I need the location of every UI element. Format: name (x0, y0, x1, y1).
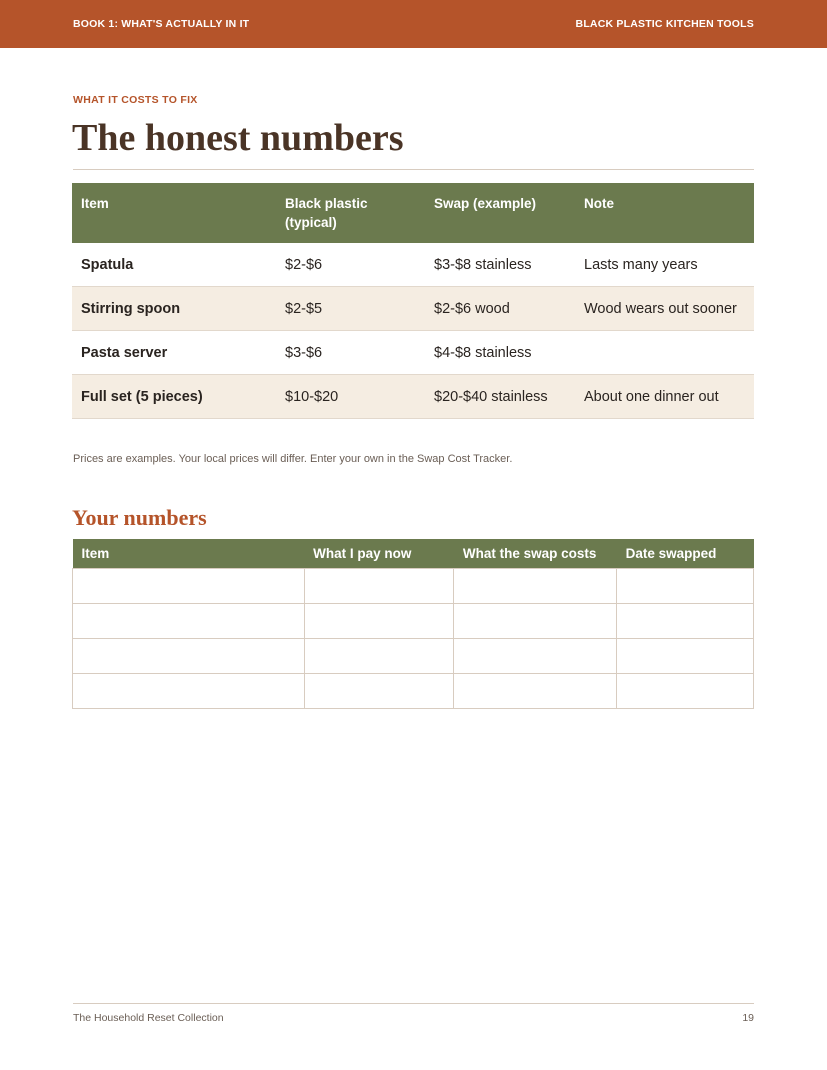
cell-black-plastic: $10-$20 (276, 375, 425, 419)
column-header-black-plastic: Black plastic (typical) (276, 183, 425, 243)
cell-black-plastic: $3-$6 (276, 331, 425, 375)
blank-cell[interactable] (304, 568, 454, 603)
cell-black-plastic: $2-$5 (276, 287, 425, 331)
footer-collection-name: The Household Reset Collection (73, 1012, 224, 1024)
cell-swap: $4-$8 stainless (425, 331, 575, 375)
your-numbers-table (72, 539, 754, 709)
costs-table-header (72, 183, 754, 243)
running-header-right: BLACK PLASTIC KITCHEN TOOLS (575, 18, 754, 30)
cell-item: Full set (5 pieces) (72, 375, 276, 419)
cell-note: Wood wears out sooner (575, 287, 754, 331)
cell-black-plastic: $2-$6 (276, 243, 425, 287)
page-number: 19 (742, 1012, 754, 1024)
cell-item: Spatula (72, 243, 276, 287)
your-numbers-header (73, 539, 754, 568)
blank-cell[interactable] (617, 568, 754, 603)
blank-cell[interactable] (617, 638, 754, 673)
blank-cell[interactable] (304, 638, 454, 673)
column-header-date-swapped: Date swapped (617, 539, 754, 568)
running-header-left: BOOK 1: WHAT'S ACTUALLY IN IT (73, 18, 250, 30)
blank-cell[interactable] (73, 603, 305, 638)
blank-cell[interactable] (454, 568, 617, 603)
costs-table (72, 183, 754, 419)
blank-entry-row (73, 673, 754, 708)
table-row (72, 375, 754, 419)
prices-footnote: Prices are examples. Your local prices will differ. Enter your own in the Swap Cost Tracker. (73, 453, 513, 465)
cell-note: About one dinner out (575, 375, 754, 419)
column-header-swap-cost: What the swap costs (454, 539, 617, 568)
page-title: The honest numbers (72, 117, 404, 159)
cell-swap: $2-$6 wood (425, 287, 575, 331)
footer-divider (73, 1003, 754, 1004)
table-row (72, 287, 754, 331)
cell-item: Stirring spoon (72, 287, 276, 331)
blank-cell[interactable] (617, 673, 754, 708)
column-header-pay-now: What I pay now (304, 539, 454, 568)
blank-cell[interactable] (454, 603, 617, 638)
cell-note (575, 331, 754, 375)
column-header-item: Item (72, 183, 276, 243)
column-header-swap: Swap (example) (425, 183, 575, 243)
table-row (72, 331, 754, 375)
blank-cell[interactable] (73, 638, 305, 673)
cell-swap: $3-$8 stainless (425, 243, 575, 287)
blank-cell[interactable] (617, 603, 754, 638)
blank-cell[interactable] (73, 568, 305, 603)
running-header (0, 0, 827, 48)
blank-cell[interactable] (454, 638, 617, 673)
cell-item: Pasta server (72, 331, 276, 375)
blank-cell[interactable] (304, 673, 454, 708)
table-row (72, 243, 754, 287)
cell-swap: $20-$40 stainless (425, 375, 575, 419)
blank-entry-row (73, 638, 754, 673)
column-header-note: Note (575, 183, 754, 243)
blank-cell[interactable] (304, 603, 454, 638)
cell-note: Lasts many years (575, 243, 754, 287)
blank-cell[interactable] (73, 673, 305, 708)
section-kicker: WHAT IT COSTS TO FIX (73, 94, 198, 106)
your-numbers-title: Your numbers (72, 505, 207, 530)
blank-entry-row (73, 568, 754, 603)
blank-cell[interactable] (454, 673, 617, 708)
column-header-item: Item (73, 539, 305, 568)
blank-entry-row (73, 603, 754, 638)
title-divider (73, 169, 754, 170)
